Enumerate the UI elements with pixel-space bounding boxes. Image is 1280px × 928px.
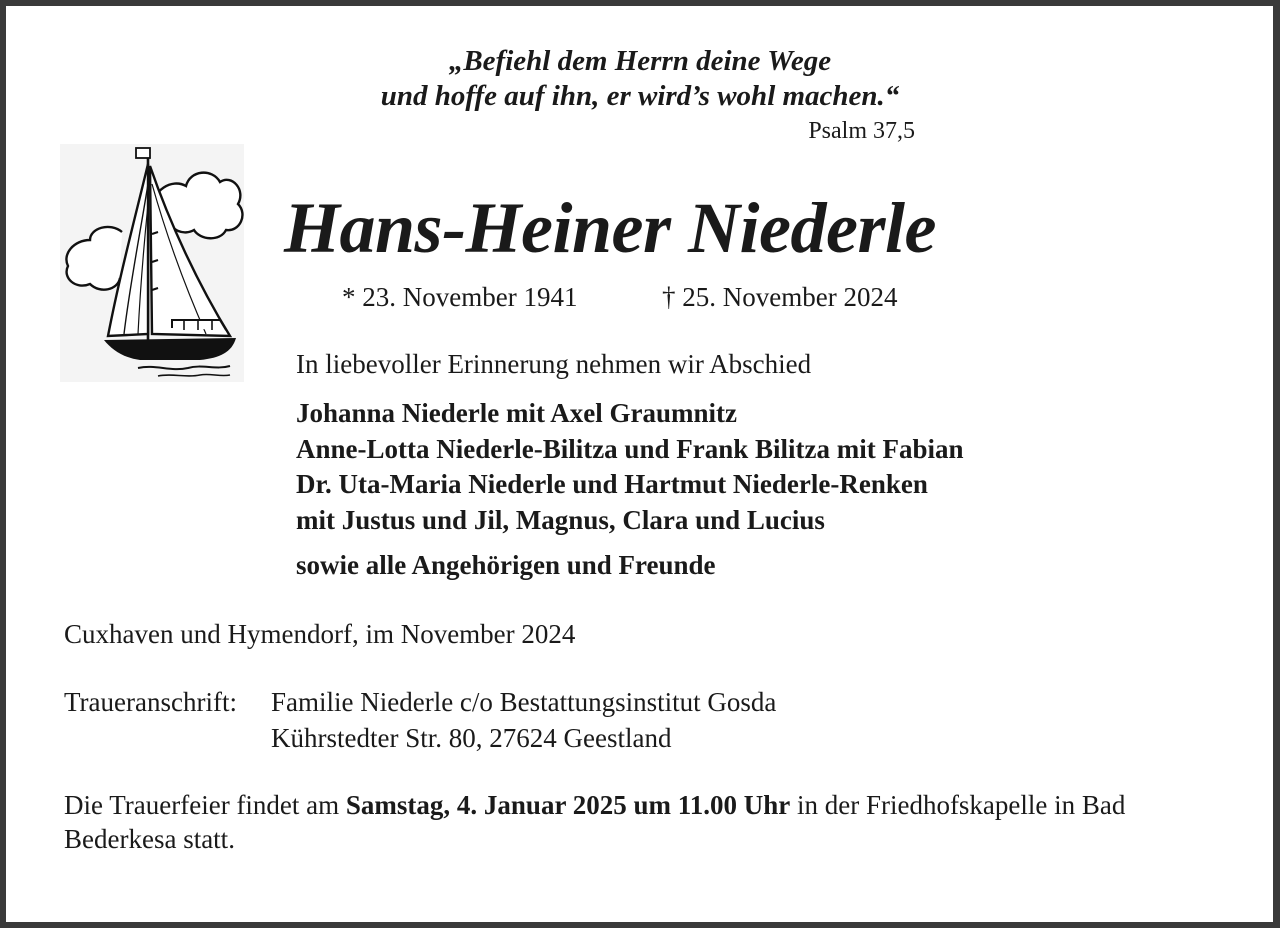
bible-verse-line-1: „Befiehl dem Herrn deine Wege (448, 45, 832, 77)
bible-verse-reference: Psalm 37,5 (808, 118, 915, 144)
birth-date: * 23. November 1941 (342, 282, 578, 312)
service-datetime: Samstag, 4. Januar 2025 um 11.00 Uhr (345, 790, 791, 820)
farewell-intro: In liebevoller Erinnerung nehmen wir Abschied (296, 349, 812, 379)
place-and-date: Cuxhaven und Hymendorf, im November 2024 (64, 619, 576, 649)
address-label: Traueranschrift: (64, 687, 237, 717)
bible-verse-line-2: und hoffe auf ihn, er wird’s wohl machen.“ (380, 80, 900, 112)
address-line-1: Familie Niederle c/o Bestattungsinstitut Gosda (271, 687, 777, 717)
address-line-2: Kührstedter Str. 80, 27624 Geestland (271, 723, 672, 753)
sailboat-with-clouds-icon (60, 144, 244, 382)
funeral-service-info (64, 788, 1224, 856)
mourner-line: Johanna Niederle mit Axel Graumnitz (296, 398, 737, 428)
service-prefix: Die Trauerfeier findet am (64, 790, 346, 820)
mourners-list (296, 396, 964, 538)
mourner-line: Dr. Uta-Maria Niederle und Hartmut Niederle-Renken (296, 469, 928, 499)
deceased-name: Hans-Heiner Niederle (284, 188, 936, 268)
other-mourners: sowie alle Angehörigen und Freunde (296, 550, 716, 580)
death-date: † 25. November 2024 (662, 282, 898, 312)
mourner-line: mit Justus und Jil, Magnus, Clara und Lucius (296, 504, 825, 535)
mourner-line: Anne-Lotta Niederle-Bilitza und Frank Bilitza mit Fabian (296, 433, 964, 464)
service-suffix: in der Friedhofskapelle in Bad Bederkesa statt. (64, 790, 1126, 854)
